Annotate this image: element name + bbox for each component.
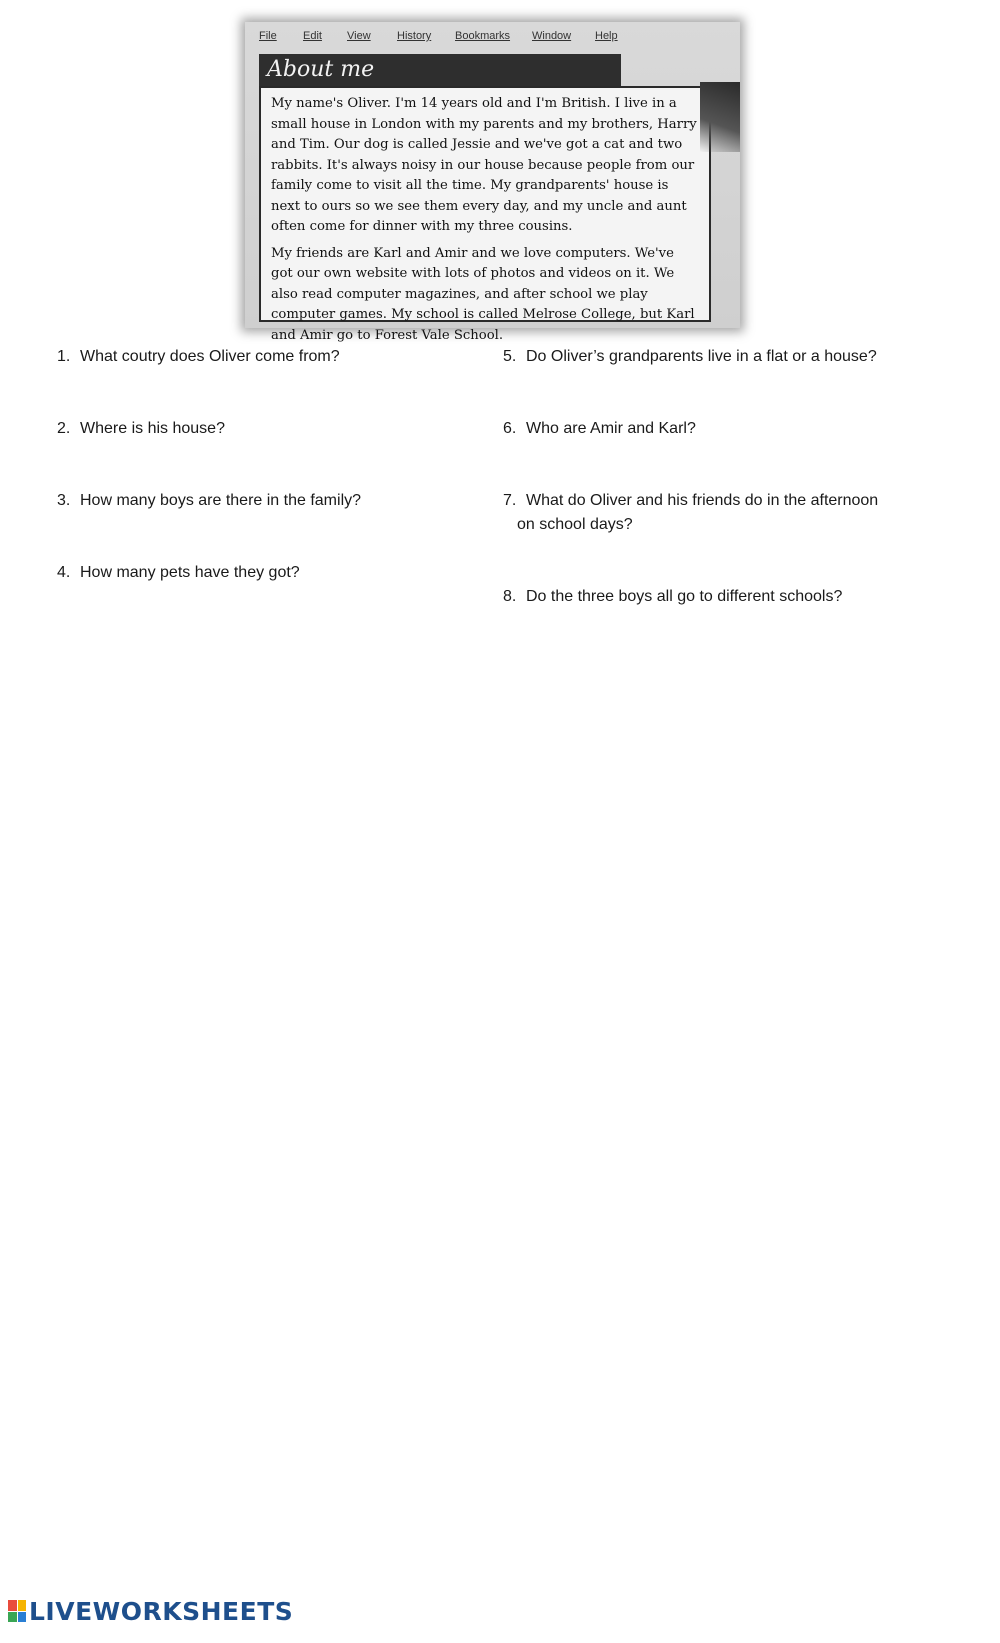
question-number: 5. <box>503 348 517 365</box>
question-1 <box>57 345 340 369</box>
question-5 <box>503 345 877 369</box>
question-text: Do the three boys all go to different schools? <box>526 588 843 605</box>
question-3 <box>57 489 361 513</box>
menu-bookmarks: Bookmarks <box>455 30 511 42</box>
question-text: Where is his house? <box>80 420 225 437</box>
question-text: Who are Amir and Karl? <box>526 420 696 437</box>
about-me-text <box>259 86 711 343</box>
liveworksheets-logo <box>8 1596 293 1626</box>
question-number: 6. <box>503 420 517 437</box>
menu-view: View <box>347 30 371 42</box>
question-number: 2. <box>57 420 71 437</box>
question-number: 7. <box>503 492 517 509</box>
question-text: How many pets have they got? <box>80 564 300 581</box>
question-number: 4. <box>57 564 71 581</box>
question-text-continued: on school days? <box>517 516 633 533</box>
question-number: 8. <box>503 588 517 605</box>
question-6 <box>503 417 696 441</box>
question-text: What do Oliver and his friends do in the afternoon <box>526 492 879 509</box>
menu-edit: Edit <box>303 30 322 42</box>
menu-window: Window <box>532 30 572 42</box>
about-me-heading: About me <box>259 54 621 86</box>
question-8 <box>503 585 842 609</box>
about-me-photo <box>245 22 740 343</box>
logo-grid-icon <box>8 1600 26 1622</box>
paragraph-1: My name's Oliver. I'm 14 years old and I'm British. I live in a small house in London with my parents and my brothers, Harry and Tim. Our dog is called Jessie and we've got a cat and two rabbits. It's always noisy in our house because people from our family come to visit all the time. My grandparents' house is next to ours so we see them every day, and my uncle and aunt often come for dinner with my three cousins. <box>271 96 697 234</box>
paragraph-2: My friends are Karl and Amir and we love computers. We've got our own website with lots of photos and videos on it. We also read computer magazines, and after school we play computer games. My school is called Melrose College, but Karl and Amir go to Forest Vale School. <box>271 245 695 343</box>
question-4 <box>57 561 300 585</box>
menu-help: Help <box>595 30 618 42</box>
question-text: Do Oliver’s grandparents live in a flat or a house? <box>526 348 877 365</box>
question-2 <box>57 417 225 441</box>
menu-history: History <box>397 30 432 42</box>
question-text: How many boys are there in the family? <box>80 492 362 509</box>
question-number: 1. <box>57 348 71 365</box>
question-number: 3. <box>57 492 71 509</box>
browser-menu-bar <box>245 22 740 52</box>
menu-file: File <box>259 30 277 42</box>
question-text: What coutry does Oliver come from? <box>80 348 340 365</box>
logo-text: LIVEWORKSHEETS <box>29 1596 294 1626</box>
question-7 <box>503 489 878 537</box>
